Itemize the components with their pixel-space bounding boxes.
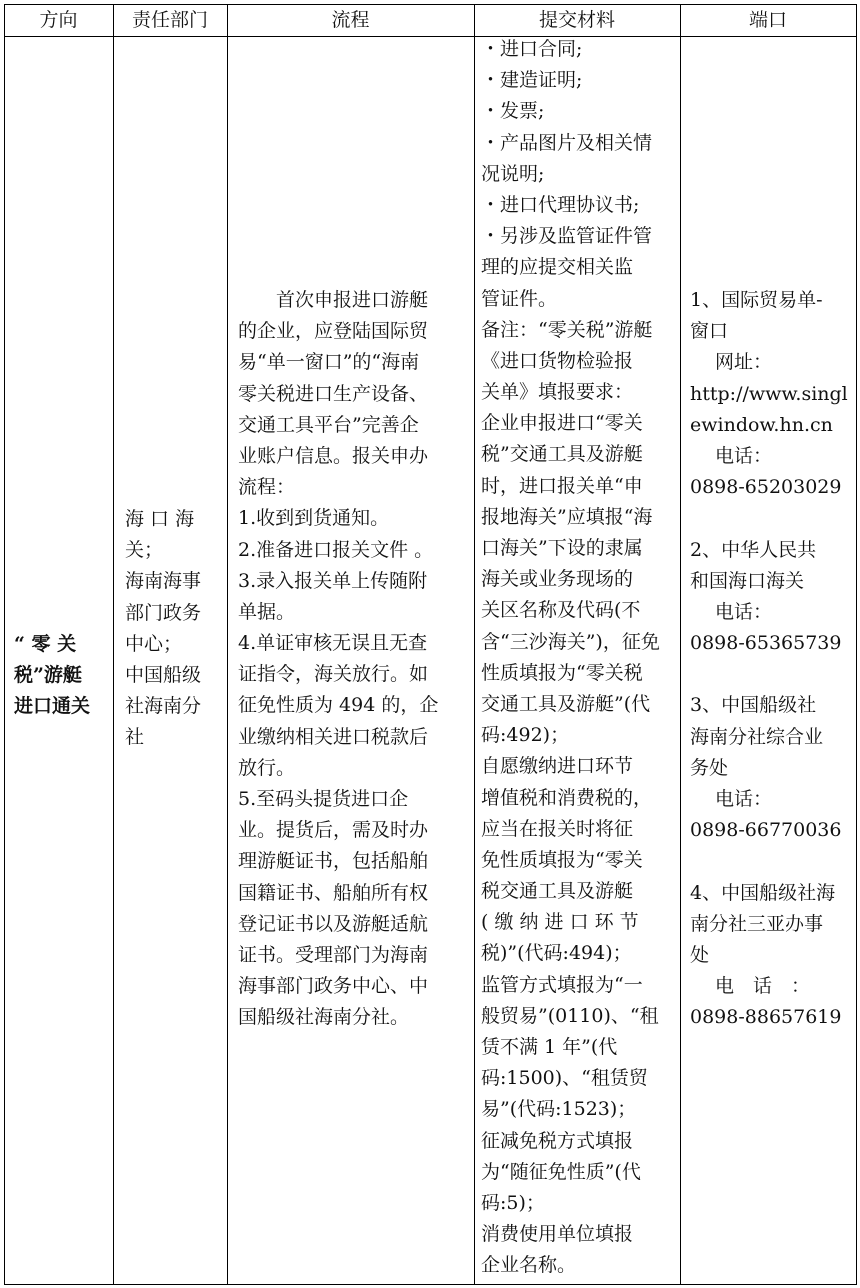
- port-line: ewindow.hn.cn: [690, 413, 833, 436]
- materials-line: 税)”(代码:494)；: [481, 942, 632, 965]
- header-divider: [4, 36, 857, 37]
- column-divider: [856, 4, 857, 1285]
- column-divider: [113, 4, 114, 1285]
- process-line: 单据。: [238, 600, 296, 623]
- materials-line: 理的应提交相关监: [481, 256, 634, 279]
- port-line: 网址：: [690, 351, 773, 374]
- materials-line: 码:5)；: [481, 1191, 545, 1214]
- materials-line: 交通工具及游艇”(代: [481, 692, 651, 715]
- department-cell: [125, 504, 223, 754]
- materials-line: 口海关”下设的隶属: [481, 537, 643, 559]
- process-line: 业账户信息。报关申办: [238, 444, 429, 467]
- port-line: 务处: [690, 756, 729, 779]
- process-line: 证指令，海关放行。如: [238, 663, 429, 686]
- port-line: 0898-65203029: [690, 476, 842, 499]
- materials-line: 企业名称。: [481, 1254, 577, 1277]
- process-line: 证书。受理部门为海南: [238, 943, 429, 966]
- materials-line: 免性质填报为“零关: [481, 848, 643, 871]
- process-line: 2.准备进口报关文件 。: [238, 538, 434, 561]
- department-line: 关；: [125, 539, 164, 562]
- port-line: 0898-66770036: [690, 819, 842, 842]
- header-port: 端口: [748, 9, 787, 31]
- port-line: 和国海口海关: [690, 569, 805, 592]
- port-line: 2、中华人民共: [690, 538, 817, 561]
- materials-line: 增值税和消费税的，: [481, 786, 653, 809]
- materials-line: 消费使用单位填报: [481, 1223, 634, 1246]
- materials-line: 税交通工具及游艇: [481, 880, 634, 903]
- column-divider: [227, 4, 228, 1285]
- port-line: 0898-65365739: [690, 632, 842, 655]
- materials-line: ・进口代理协议书;: [481, 193, 640, 216]
- materials-line: 监管方式填报为“一: [481, 973, 643, 996]
- process-line: 国船级社海南分社。: [238, 1006, 410, 1029]
- column-divider: [474, 4, 475, 1285]
- process-line: 登记证书以及游艇适航: [238, 912, 429, 935]
- port-line: 电 话 ：: [690, 975, 811, 998]
- materials-line: ・另涉及监管证件管: [481, 225, 653, 248]
- process-line: 理游艇证书，包括船舶: [238, 850, 429, 873]
- port-line: 窗口: [690, 320, 729, 343]
- process-line: 易“单一窗口”的“海南: [238, 351, 420, 374]
- materials-line: ・建造证明;: [481, 69, 583, 92]
- process-line: 的企业，应登陆国际贸: [238, 320, 429, 343]
- column-divider: [4, 4, 5, 1285]
- port-line: 南分社三亚办事: [690, 912, 824, 935]
- materials-line: ・产品图片及相关情: [481, 131, 653, 154]
- process-line: 1.收到到货通知。: [238, 507, 390, 530]
- materials-line: ・进口合同;: [481, 38, 583, 60]
- port-line: 3、中国船级社: [690, 694, 817, 717]
- materials-line: 备注：“零关税”游艇: [481, 318, 653, 341]
- materials-line: 易”(代码:1523)；: [481, 1098, 637, 1121]
- process-line: 3.录入报关单上传随附: [238, 569, 428, 592]
- materials-line: 关单》填报要求：: [481, 381, 634, 404]
- process-line: 交通工具平台”完善企: [238, 413, 419, 436]
- department-line: 中心；: [125, 632, 183, 655]
- direction-line: 税”游艇: [14, 664, 82, 687]
- column-divider: [680, 4, 681, 1285]
- port-line: 处: [690, 943, 710, 966]
- materials-line: 为“随征免性质”(代: [481, 1160, 641, 1183]
- materials-line: ・发票;: [481, 100, 545, 123]
- materials-cell: [481, 34, 677, 1282]
- port-line: 电话：: [690, 600, 773, 623]
- materials-line: 自愿缴纳进口环节: [481, 755, 634, 778]
- department-line: 社: [125, 726, 145, 749]
- materials-line: 税”交通工具及游艇: [481, 443, 643, 466]
- port-line: [690, 659, 854, 690]
- process-cell: [238, 285, 470, 1034]
- process-line: 业。提货后，需及时办: [238, 819, 429, 842]
- process-line: 业缴纳相关进口税款后: [238, 725, 429, 748]
- header-process: 流程: [331, 9, 370, 31]
- process-line: 国籍证书、船舶所有权: [238, 881, 429, 904]
- materials-line: 况说明;: [481, 162, 545, 185]
- materials-line: 关区名称及代码(不: [481, 599, 641, 622]
- direction-cell: [14, 629, 109, 723]
- materials-line: 性质填报为“零关税: [481, 661, 643, 684]
- port-line: [690, 846, 854, 877]
- process-line: 4.单证审核无误且无查: [238, 632, 428, 655]
- process-line: 征免性质为 494 的，企: [238, 694, 439, 717]
- materials-line: 码:492)；: [481, 724, 570, 747]
- port-line: 电话：: [690, 788, 773, 810]
- process-line: 放行。: [238, 756, 296, 779]
- process-line: 流程：: [238, 476, 296, 499]
- direction-line: “ 零 关: [14, 633, 77, 655]
- materials-line: 含“三沙海关”)，征免: [481, 630, 660, 653]
- table-border-bottom: [4, 1284, 857, 1285]
- process-line: 海事部门政务中心、中: [238, 975, 429, 998]
- port-line: 1、国际贸易单-: [690, 289, 823, 311]
- department-line: 社海南分: [125, 695, 202, 718]
- port-line: [690, 503, 854, 534]
- materials-line: 赁不满 1 年”(代: [481, 1036, 618, 1058]
- materials-line: 应当在报关时将征: [481, 817, 634, 840]
- process-line: 首次申报进口游艇: [238, 289, 429, 311]
- materials-line: 管证件。: [481, 287, 558, 310]
- port-cell: [690, 285, 854, 1034]
- header-department: 责任部门: [131, 9, 208, 31]
- direction-line: 进口通关: [14, 695, 91, 718]
- materials-line: 般贸易”(0110)、“租: [481, 1004, 659, 1027]
- materials-line: 时，进口报关单“申: [481, 474, 643, 497]
- materials-line: 海关或业务现场的: [481, 568, 634, 591]
- port-line: 海南分社综合业: [690, 725, 824, 748]
- process-line: 5.至码头提货进口企: [238, 788, 409, 810]
- materials-line: 企业申报进口“零关: [481, 412, 643, 435]
- department-line: 中国船级: [125, 663, 202, 686]
- department-line: 部门政务: [125, 601, 202, 624]
- materials-line: 征减免税方式填报: [481, 1129, 634, 1152]
- department-line: 海 口 海: [125, 508, 195, 530]
- port-line: 电话：: [690, 444, 773, 467]
- materials-line: 码:1500)、“租赁贸: [481, 1067, 648, 1090]
- process-line: 零关税进口生产设备、: [238, 382, 429, 405]
- materials-line: ( 缴 纳 进 口 环 节: [481, 911, 639, 934]
- department-line: 海南海事: [125, 570, 202, 593]
- materials-line: 报地海关”应填报“海: [481, 505, 653, 528]
- header-materials: 提交材料: [538, 9, 615, 31]
- port-line: 4、中国船级社海: [690, 881, 836, 904]
- materials-line: 《进口货物检验报: [481, 349, 634, 372]
- header-direction: 方向: [39, 9, 78, 31]
- port-line: 0898-88657619: [690, 1006, 842, 1029]
- port-line: http://www.singl: [690, 382, 848, 405]
